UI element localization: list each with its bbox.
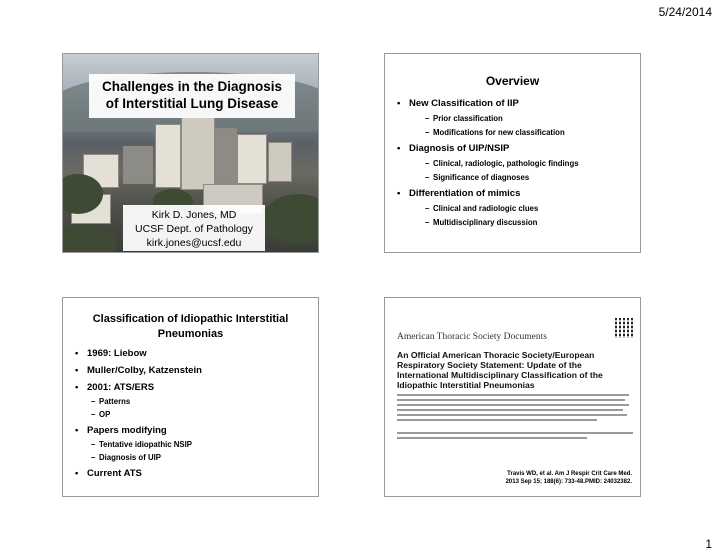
list-item: • Diagnosis of UIP/NSIP (397, 143, 640, 154)
overview-list (397, 98, 640, 227)
title-line-2: of Interstitial Lung Disease (105, 96, 279, 111)
author-email: kirk.jones@ucsf.edu (146, 237, 242, 249)
slide-overview (384, 53, 641, 253)
title-line-1: Challenges in the Diagnosis (101, 79, 283, 94)
list-subitem: – Multidisciplinary discussion (425, 218, 640, 227)
slide-ats-paper (384, 297, 641, 497)
paper-author-line (397, 399, 625, 401)
qr-code-icon (615, 318, 635, 338)
list-item: • 1969: Liebow (75, 348, 318, 359)
paper-author-line (397, 394, 629, 396)
paper-title: An Official American Thoracic Society/European Respiratory Society Statement: Update of the International Multidisciplinary Classification of the Idiopathic Interstitial Pneumonias (397, 350, 603, 390)
paper-author-line (397, 409, 623, 411)
journal-name: American Thoracic Society Documents (397, 332, 547, 342)
presentation-title (89, 74, 295, 118)
citation-line-2: 2013 Sep 15; 188(6): 733-48.PMID: 24032382. (505, 479, 632, 485)
list-subitem: – Clinical and radiologic clues (425, 204, 640, 213)
slide-classification (62, 297, 319, 497)
header-date: 5/24/2014 (658, 5, 712, 19)
list-subitem: – OP (91, 410, 318, 419)
classification-title-line-2: Pneumonias (157, 328, 224, 340)
list-subitem: – Diagnosis of UIP (91, 453, 318, 462)
list-item: • 2001: ATS/ERS (75, 382, 318, 393)
list-subitem: – Prior classification (425, 114, 640, 123)
paper-author-line (397, 404, 629, 406)
classification-list (75, 348, 318, 479)
overview-title: Overview (485, 74, 540, 88)
list-subitem: – Patterns (91, 397, 318, 406)
list-subitem: – Modifications for new classification (425, 128, 640, 137)
list-item: • Current ATS (75, 468, 318, 479)
citation (482, 470, 632, 486)
slide-title (62, 53, 319, 253)
list-item: • Differentiation of mimics (397, 188, 640, 199)
author-info (123, 205, 265, 251)
paper-author-line (397, 414, 627, 416)
paper-abstract-line (397, 432, 633, 434)
citation-line-1: Travis WD, et al. Am J Respir Crit Care Med. (507, 471, 632, 477)
page-number: 1 (705, 537, 712, 551)
list-item: • Muller/Colby, Katzenstein (75, 365, 318, 376)
paper-author-line (397, 419, 597, 421)
list-item: • Papers modifying (75, 425, 318, 436)
list-subitem: – Tentative idiopathic NSIP (91, 440, 318, 449)
paper-abstract-line (397, 437, 587, 439)
classification-title-line-1: Classification of Idiopathic Interstitial (92, 313, 289, 325)
list-subitem: – Significance of diagnoses (425, 173, 640, 182)
author-dept: UCSF Dept. of Pathology (135, 223, 253, 235)
list-item: • New Classification of IIP (397, 98, 640, 109)
classification-title (63, 312, 318, 342)
list-subitem: – Clinical, radiologic, pathologic findings (425, 159, 640, 168)
author-name: Kirk D. Jones, MD (151, 209, 237, 221)
